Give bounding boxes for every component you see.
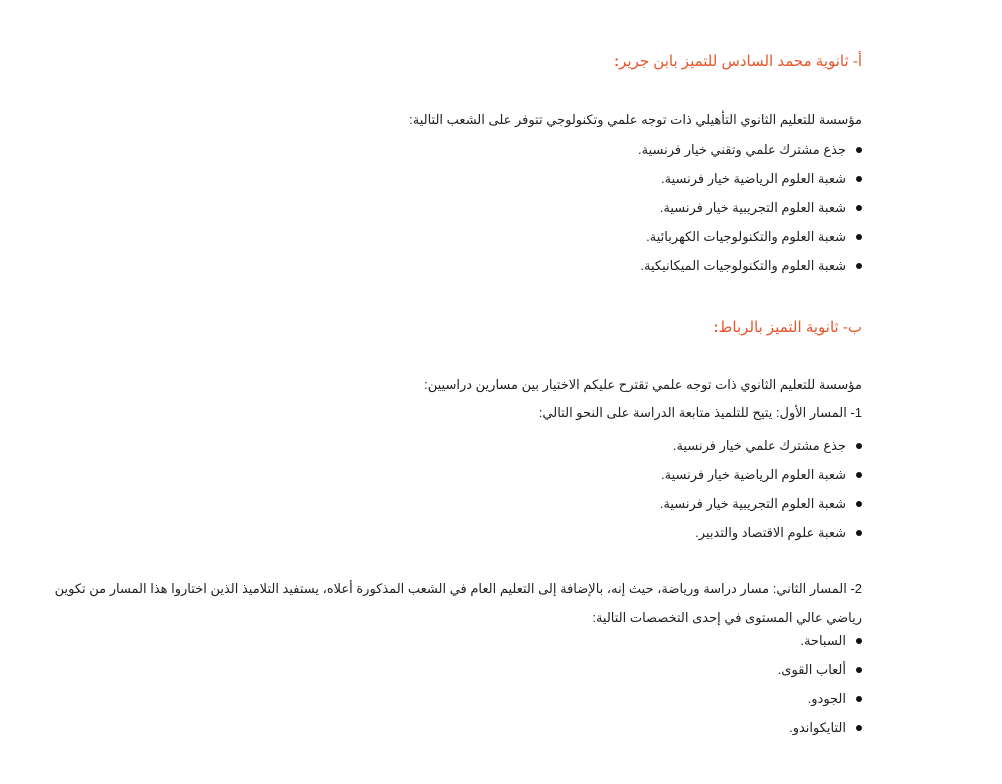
list-item: شعبة العلوم الرياضية خيار فرنسية.: [660, 467, 862, 496]
list-item: شعبة علوم الاقتصاد والتدبير.: [660, 525, 862, 554]
bullet-icon: [856, 205, 862, 211]
bullet-icon: [856, 667, 862, 673]
section-a-heading-text: أ- ثانوية محمد السادس للتميز بابن جرير: [619, 53, 862, 70]
list-item: شعبة العلوم الرياضية خيار فرنسية.: [638, 171, 862, 200]
section-b-heading: [40, 319, 862, 337]
list-item: شعبة العلوم التجريبية خيار فرنسية.: [660, 496, 862, 525]
section-b-heading-text: ب- ثانوية التميز بالرباط: [718, 319, 862, 336]
bullet-icon: [856, 501, 862, 507]
path2-list: [778, 633, 862, 749]
bullet-icon: [856, 147, 862, 153]
section-b-heading-colon: :: [713, 319, 719, 336]
bullet-icon: [856, 725, 862, 731]
section-a-heading-colon: :: [614, 53, 620, 70]
list-item: جذع مشترك علمي خيار فرنسية.: [660, 438, 862, 467]
path1-label: 1- المسار الأول: يتيح للتلميذ متابعة الدراسة على النحو التالي:: [538, 405, 862, 420]
list-item: السباحة.: [778, 633, 862, 662]
bullet-icon: [856, 530, 862, 536]
path1-list: [660, 438, 862, 554]
list-item: ألعاب القوى.: [778, 662, 862, 691]
list-item: شعبة العلوم التجريبية خيار فرنسية.: [638, 200, 862, 229]
section-b-intro: مؤسسة للتعليم الثانوي ذات توجه علمي تقترح عليكم الاختيار بين مسارين دراسيين:: [424, 377, 862, 392]
list-item: شعبة العلوم والتكنولوجيات الكهربائية.: [638, 229, 862, 258]
section-a-heading: [40, 53, 862, 71]
list-item: شعبة العلوم والتكنولوجيات الميكانيكية.: [638, 258, 862, 287]
bullet-icon: [856, 443, 862, 449]
bullet-icon: [856, 263, 862, 269]
section-a-intro: مؤسسة للتعليم الثانوي التأهيلي ذات توجه علمي وتكنولوجي تتوفر على الشعب التالية:: [409, 112, 862, 127]
bullet-icon: [856, 472, 862, 478]
section-a-list: [638, 142, 862, 287]
list-item: الجودو.: [778, 691, 862, 720]
bullet-icon: [856, 696, 862, 702]
list-item: جذع مشترك علمي وتقني خيار فرنسية.: [638, 142, 862, 171]
path2-text: 2- المسار الثاني: مسار دراسة ورياضة، حيث إنه، بالإضافة إلى التعليم العام في الشعب المذكورة أعلاه، يستفيد التلاميذ الذين اختاروا هذا المسار من تكوين رياضي عالي المستوى في إحدى التخصصات التالية:: [54, 581, 862, 625]
bullet-icon: [856, 638, 862, 644]
list-item: التايكواندو.: [778, 720, 862, 749]
bullet-icon: [856, 176, 862, 182]
bullet-icon: [856, 234, 862, 240]
